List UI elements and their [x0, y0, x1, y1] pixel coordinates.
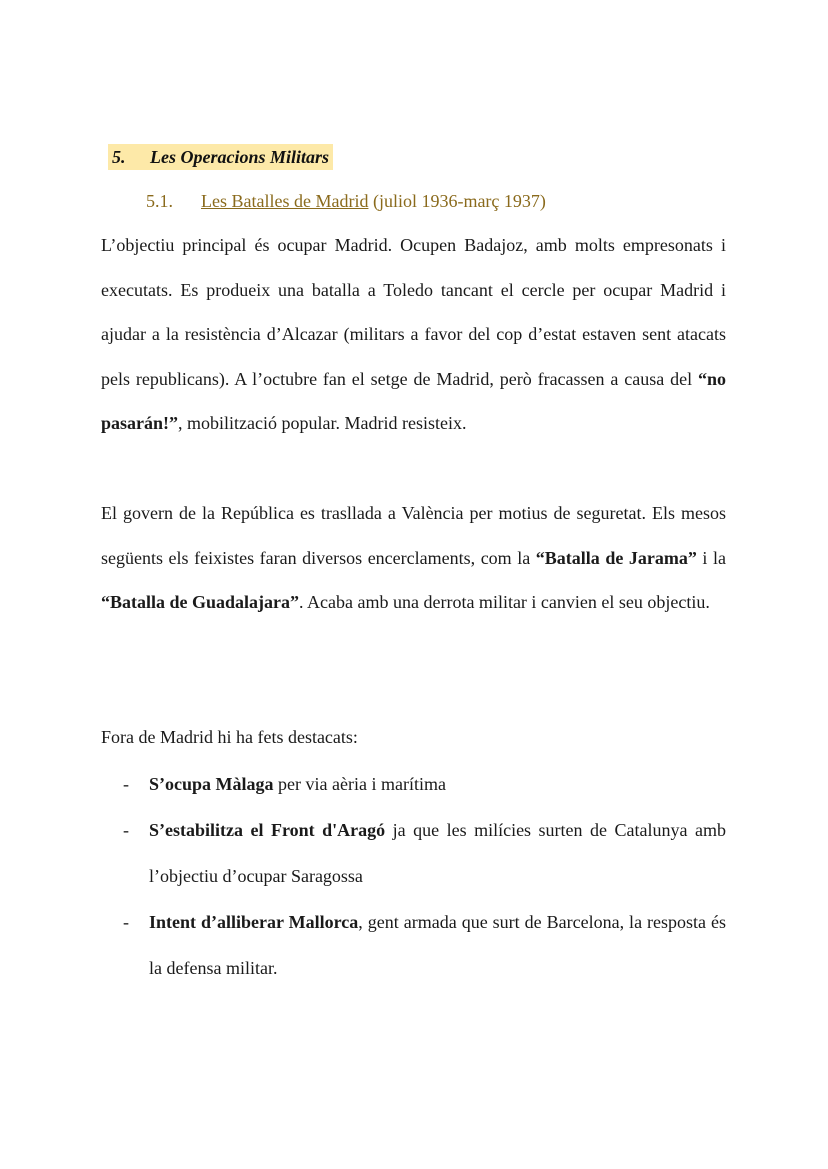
- paragraph-text: i la: [696, 547, 726, 568]
- list-dash: -: [123, 820, 129, 840]
- paragraph-text: El govern de la República es trasllada a València per motius de seguretat. Els mesos següents els feixistes faran diversos encerclaments, com la: [101, 503, 726, 568]
- bold-jarama: “Batalla de Jarama”: [535, 547, 697, 568]
- list-item-bold: S’estabilitza el Front d'Aragó: [149, 820, 386, 840]
- list-item: [101, 761, 726, 807]
- paragraph-text: Fora de Madrid hi ha fets destacats:: [101, 727, 358, 747]
- list-item: [101, 899, 726, 991]
- paragraph-text: , mobilització popular. Madrid resisteix.: [178, 413, 467, 433]
- bold-quote: “no pasarán!”: [101, 368, 726, 433]
- list-item-text: ja que les milícies surten de Catalunya amb l’objectiu d’ocupar Saragossa: [149, 820, 726, 886]
- subsection-number: 5.1.: [146, 191, 173, 211]
- paragraph-fora-madrid: [101, 715, 726, 760]
- subsection-dates: (juliol 1936-març 1937): [368, 191, 546, 211]
- list-item-text: per via aèria i marítima: [273, 774, 446, 794]
- list-item-bold: S’ocupa Màlaga: [149, 774, 274, 794]
- paragraph-madrid: [101, 223, 726, 446]
- list-item-text: , gent armada que surt de Barcelona, la resposta és la defensa militar.: [149, 912, 726, 978]
- paragraph-govern: [101, 491, 726, 625]
- list-item: [101, 807, 726, 899]
- list-dash: -: [123, 774, 129, 794]
- subsection-heading: [146, 189, 546, 213]
- paragraph-text: L’objectiu principal és ocupar Madrid. Ocupen Badajoz, amb molts empresonats i executats. Es produeix una batalla a Toledo tancant el cercle per ocupar Madrid i ajudar a la resistència d’Alcazar (militars a favor del cop d’estat estaven sent atacats pels republicans). A l’octubre fan el setge de Madrid, però fracassen a causa del: [101, 235, 726, 389]
- list-dash: -: [123, 912, 129, 932]
- bold-guadalajara: “Batalla de Guadalajara”: [101, 592, 300, 612]
- section-number: 5.: [112, 147, 126, 167]
- subsection-link[interactable]: Les Batalles de Madrid: [201, 191, 369, 211]
- facts-list: [101, 761, 726, 991]
- section-title: Les Operacions Militars: [150, 147, 330, 167]
- list-item-bold: Intent d’alliberar Mallorca: [149, 912, 359, 932]
- section-heading: [108, 144, 333, 170]
- paragraph-text: . Acaba amb una derrota militar i canvien el seu objectiu.: [299, 592, 710, 612]
